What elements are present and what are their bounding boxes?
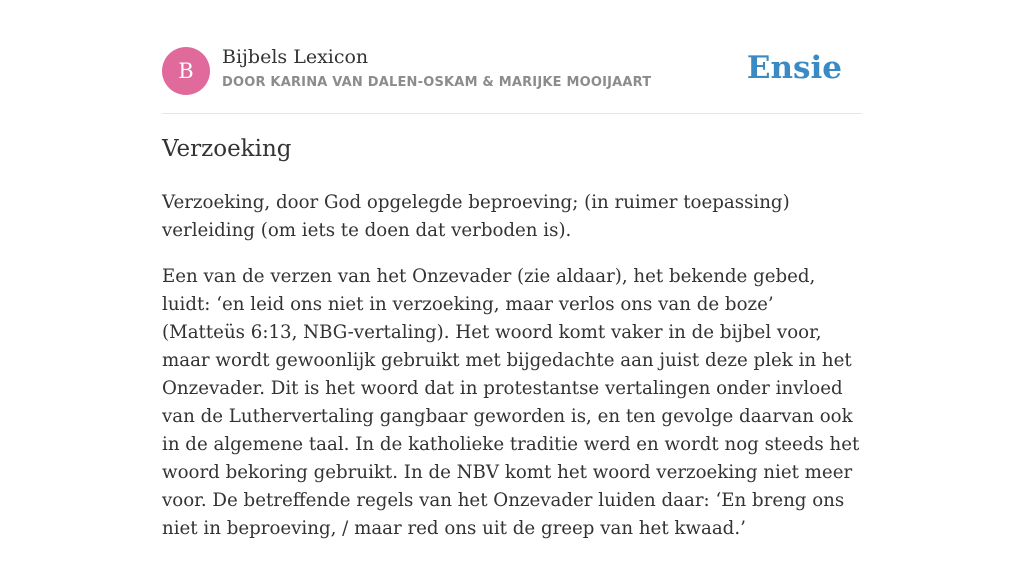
publication-authors: DOOR KARINA VAN DALEN-OSKAM & MARIJKE MOOIJAART — [222, 75, 652, 90]
header-divider — [162, 113, 862, 114]
article-paragraph: Een van de verzen van het Onzevader (zie aldaar), het bekende gebed, luidt: ‘en leid ons niet in verzoeking, maar verlos ons van de boze’ (Matteüs 6:13, NBG-vertaling). Het woord komt vaker in de bijbel voor, maar wordt gewoonlijk gebruikt met bijgedachte aan juist deze plek in het Onzevader. Dit is het woord dat in protestantse vertalingen onder invloed van de Luthervertaling gangbaar geworden is, en ten gevolge daarvan ook in de algemene taal. In de katholieke traditie werd en wordt nog steeds het woord bekoring gebruikt. In de NBV komt het woord verzoeking niet meer voor. De betreffende regels van het Onzevader luiden daar: ‘En breng ons niet in beproeving, / maar red ons uit de greep van het kwaad.’ — [162, 266, 860, 539]
article-paragraph: Verzoeking, door God opgelegde beproeving; (in ruimer toepassing) verleiding (om iets te doen dat verboden is). — [162, 192, 790, 241]
publication-avatar[interactable]: B — [162, 47, 210, 95]
article-title: Verzoeking — [162, 136, 292, 162]
publication-title[interactable]: Bijbels Lexicon — [222, 46, 369, 68]
brand-logo[interactable]: Ensie — [746, 50, 842, 86]
publication-header — [162, 46, 862, 96]
article-body — [162, 189, 862, 561]
